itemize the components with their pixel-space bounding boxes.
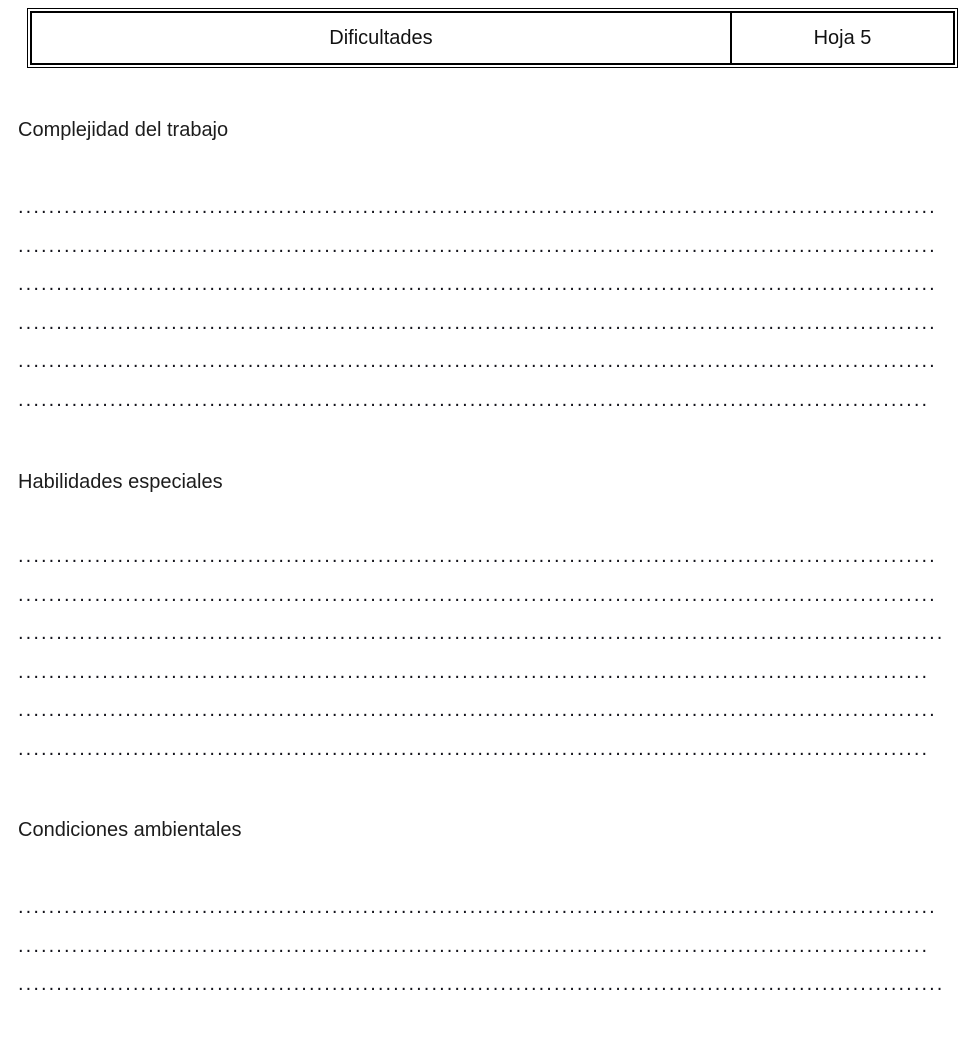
dotted-fill-line: ........................................................................................................................ — [18, 273, 937, 295]
dotted-fill-line: ........................................................................................................................ — [18, 196, 937, 218]
dotted-fill-line: ....................................................................................................................... — [18, 388, 930, 411]
dotted-fill-line: ........................................................................................................................ — [18, 311, 937, 334]
document-title: Dificultades — [329, 26, 433, 49]
page-number-label: Hoja 5 — [813, 26, 872, 49]
section-complejidad-fill-area — [18, 188, 958, 419]
dotted-fill-line: ....................................................................................................................... — [18, 660, 930, 683]
dotted-fill-line: ........................................................................................................................ — [18, 350, 937, 372]
header-title-cell — [32, 13, 732, 63]
dotted-fill-line: ....................................................................................................................... — [18, 737, 930, 760]
section-heading-complejidad: Complejidad del trabajo — [18, 119, 229, 141]
dotted-fill-line: ........................................................................................................................ — [18, 234, 937, 257]
dotted-fill-line: ....................................................................................................................... — [18, 934, 930, 957]
dotted-fill-line: ........................................................................................................................ — [18, 896, 937, 918]
section-habilidades-fill-area — [18, 537, 958, 768]
section-heading-habilidades: Habilidades especiales — [18, 471, 223, 493]
header-page-cell — [732, 13, 953, 63]
dotted-fill-line: ........................................................................................................................ — [18, 699, 937, 721]
dotted-fill-line: ......................................................................................................................... — [18, 622, 945, 644]
header-table-inner — [30, 11, 955, 65]
document-content — [18, 118, 958, 1004]
dotted-fill-line: ......................................................................................................................... — [18, 973, 945, 995]
section-heading-condiciones: Condiciones ambientales — [18, 819, 242, 841]
dotted-fill-line: ........................................................................................................................ — [18, 583, 937, 606]
header-table — [27, 8, 958, 68]
dotted-fill-line: ........................................................................................................................ — [18, 545, 937, 567]
document-page — [0, 8, 972, 1048]
section-condiciones-fill-area — [18, 888, 958, 1004]
